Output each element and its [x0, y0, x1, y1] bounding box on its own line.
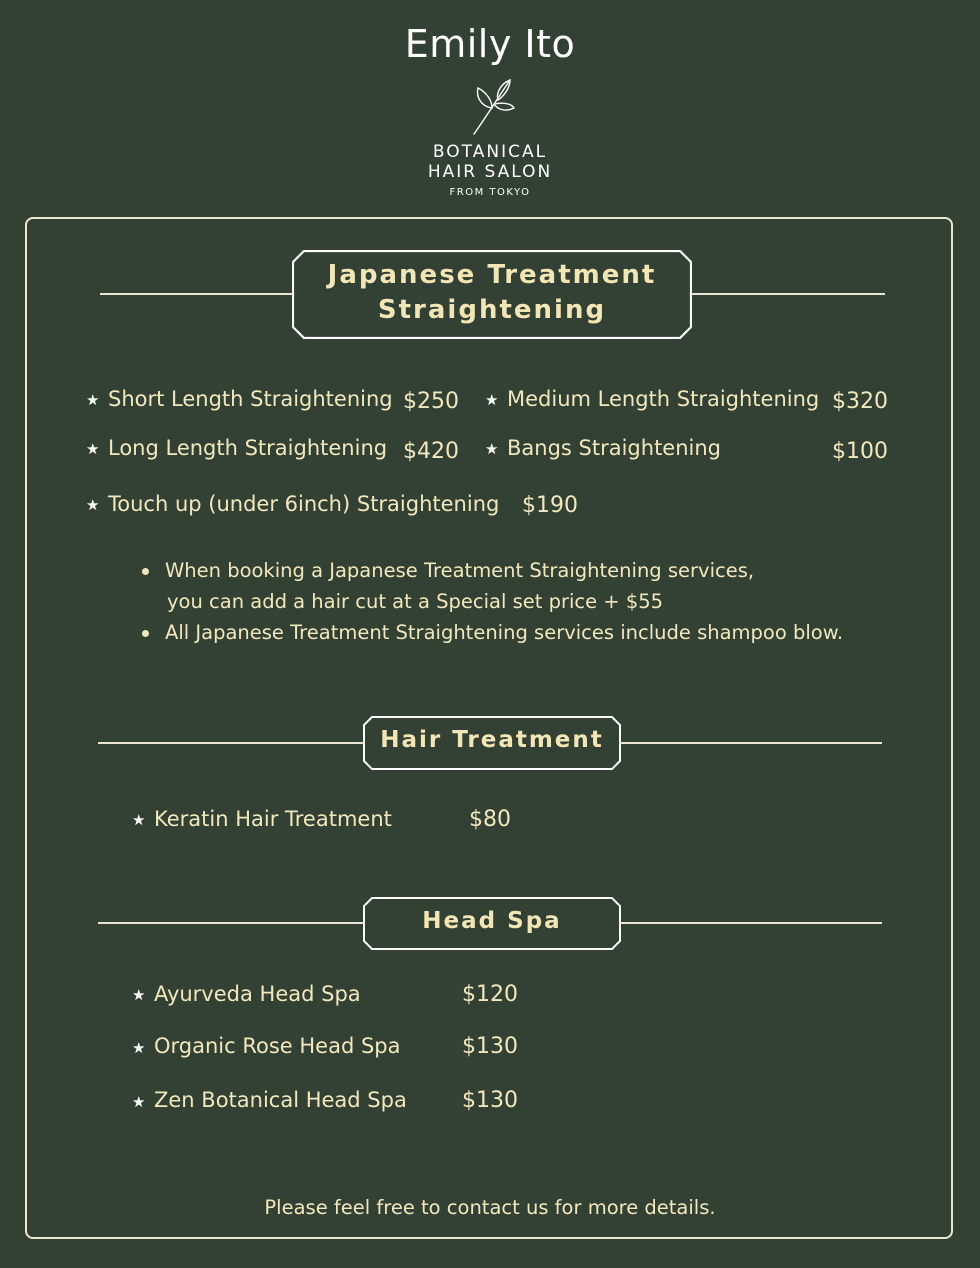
- service-price: $190: [522, 493, 578, 518]
- note-text: All Japanese Treatment Straightening services include shampoo blow.: [165, 621, 844, 644]
- section-divider-right: [690, 293, 885, 295]
- star-icon: ★: [132, 1094, 146, 1111]
- service-name: Keratin Hair Treatment: [154, 807, 392, 831]
- star-icon: ★: [132, 987, 146, 1004]
- section-title-head-spa: Head Spa: [422, 908, 562, 934]
- service-name: Short Length Straightening: [108, 387, 393, 411]
- section-divider-left: [98, 922, 366, 924]
- star-icon: ★: [132, 1040, 146, 1057]
- star-icon: ★: [86, 441, 100, 458]
- service-price: $420: [403, 439, 459, 464]
- service-name: Touch up (under 6inch) Straightening: [108, 492, 500, 516]
- section-divider-left: [98, 742, 366, 744]
- service-name: Long Length Straightening: [108, 436, 388, 460]
- note-text: When booking a Japanese Treatment Straightening services,: [165, 559, 755, 582]
- service-name: Medium Length Straightening: [507, 387, 820, 411]
- section-title-box-head-spa: [363, 897, 621, 950]
- note-text: you can add a hair cut at a Special set price + $55: [167, 590, 664, 613]
- service-price: $120: [462, 982, 518, 1007]
- bullet-dot: [142, 568, 149, 575]
- service-name: Zen Botanical Head Spa: [154, 1088, 407, 1112]
- service-price: $100: [832, 439, 888, 464]
- section-title-box-hair-treatment: [363, 716, 621, 770]
- star-icon: ★: [485, 392, 499, 409]
- section-title-straightening-line1: Japanese Treatment: [327, 260, 657, 290]
- service-name: Bangs Straightening: [507, 436, 722, 460]
- section-divider-right: [618, 922, 882, 924]
- footer-contact-text: Please feel free to contact us for more details.: [264, 1196, 716, 1219]
- bullet-dot: [142, 630, 149, 637]
- star-icon: ★: [485, 441, 499, 458]
- salon-name: Emily Ito: [404, 22, 576, 66]
- section-title-box-straightening: [292, 250, 692, 339]
- service-name: Ayurveda Head Spa: [154, 982, 361, 1006]
- service-price: $130: [462, 1034, 518, 1059]
- service-price: $250: [403, 389, 459, 414]
- service-price: $130: [462, 1088, 518, 1113]
- service-name: Organic Rose Head Spa: [154, 1034, 401, 1058]
- service-price: $320: [832, 389, 888, 414]
- leaf-icon: [470, 74, 516, 138]
- brand-line-hair-salon: HAIR SALON: [427, 162, 553, 182]
- star-icon: ★: [86, 497, 100, 514]
- section-divider-left: [100, 293, 294, 295]
- star-icon: ★: [86, 392, 100, 409]
- section-divider-right: [618, 742, 882, 744]
- service-price: $80: [469, 807, 511, 832]
- star-icon: ★: [132, 812, 146, 829]
- section-title-hair-treatment: Hair Treatment: [380, 727, 604, 753]
- brand-line-from-tokyo: FROM TOKYO: [449, 187, 531, 198]
- section-title-straightening-line2: Straightening: [377, 295, 607, 325]
- brand-line-botanical: BOTANICAL: [432, 142, 548, 162]
